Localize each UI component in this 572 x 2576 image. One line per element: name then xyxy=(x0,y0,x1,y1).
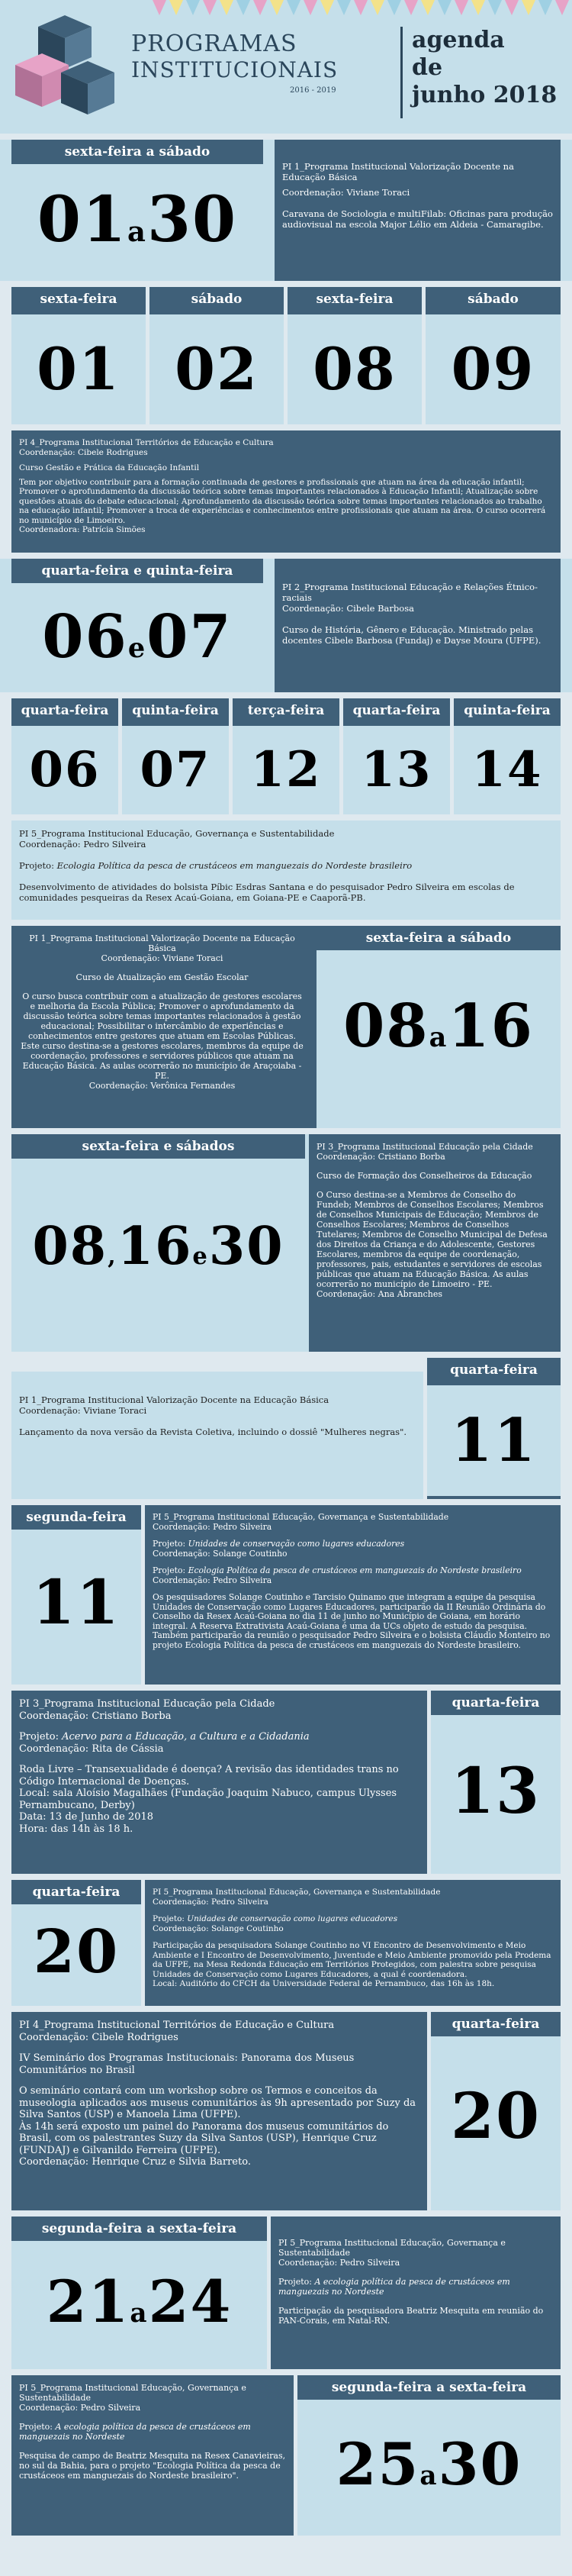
coordination: Coordenação: Cibele Rodrigues xyxy=(19,447,148,457)
date-number: 20 xyxy=(33,1917,120,1987)
description: O seminário contará com um workshop sobre os Termos e conceitos da museologia aplicados aos museus comunitários às 9h apresentado por Suzy da Silva Santos (USP) e Manoela Lima (UFPE). xyxy=(19,2085,416,2120)
coordination: Coordenação: Pedro Silveira xyxy=(153,1521,272,1532)
project: Projeto: A ecologia política da pesca de crustáceos em manguezais no Nordeste xyxy=(19,2422,251,2442)
date: Data: 13 de Junho de 2018 xyxy=(19,1811,154,1823)
program-title: PI 3_Programa Institucional Educação pela Cidade xyxy=(19,1698,275,1710)
day-label: quarta-feira e quinta-feira xyxy=(11,559,263,583)
day-label: sexta-feira a sábado xyxy=(317,926,561,950)
day-label: quarta-feira xyxy=(427,1358,561,1382)
location: Local: sala Aloísio Magalhães (Fundação Joaquim Nabuco, campus Ulysses Pernambucano, Derby) xyxy=(19,1788,397,1811)
dates-row-2 xyxy=(11,698,561,814)
logo-years: 2016 - 2019 xyxy=(290,86,336,95)
date-col xyxy=(426,287,561,424)
date-col xyxy=(288,287,422,424)
date-col xyxy=(11,698,118,814)
description: Desenvolvimento de atividades do bolsista Píbic Esdras Santana e do pesquisador Pedro Silveira em escolas de comunidades pesqueiras da Resex Acaú-Goiana, em Goiana-PE e Caaporã-PB. xyxy=(19,882,515,903)
date-number: 13 xyxy=(343,726,450,814)
description: Lançamento da nova versão da Revista Coletiva, incluindo o dossiê "Mulheres negras". xyxy=(19,1427,407,1437)
day-label: segunda-feira a sexta-feira xyxy=(11,2217,267,2241)
coordination: Coordenação: Solange Coutinho xyxy=(153,1923,284,1933)
date-number: 14 xyxy=(454,726,561,814)
date-number: 11 xyxy=(32,1566,121,1638)
description: Participação da pesquisadora Beatriz Mesquita em reunião do PAN-Corais, em Natal-RN. xyxy=(278,2306,544,2326)
event-25a30 xyxy=(11,2375,561,2536)
program-title: PI 4_Programa Institucional Territórios de Educação e Cultura xyxy=(19,438,274,447)
course-title: Curso de Atualização em Gestão Escolar xyxy=(76,972,249,982)
date-panel xyxy=(11,1880,141,2006)
event-text xyxy=(11,2375,294,2536)
program-title: PI 5_Programa Institucional Educação, Governança e Sustentabilidade xyxy=(153,1888,441,1897)
program-title: PI 5_Programa Institucional Educação, Governança e Sustentabilidade xyxy=(19,828,335,839)
date-number: 07 xyxy=(122,726,229,814)
day-label: segunda-feira a sexta-feira xyxy=(297,2375,561,2400)
coordination: Coordenação: Viviane Toraci xyxy=(19,1405,147,1416)
program-title: PI 5_Programa Institucional Educação, Governança e Sustentabilidade xyxy=(278,2238,506,2258)
coordination: Coordenação: Pedro Silveira xyxy=(19,2403,141,2413)
day-label: quarta-feira xyxy=(431,1691,561,1715)
cubes-logo-icon xyxy=(8,11,122,126)
day-label: sexta-feira xyxy=(288,287,422,311)
project: Projeto: Unidades de conservação como lugares educadores xyxy=(153,1539,405,1549)
event-title: IV Seminário dos Programas Institucionais: Panorama dos Museus Comunitários no Brasil xyxy=(19,2052,355,2076)
date-col xyxy=(233,698,339,814)
event-text xyxy=(11,1691,427,1874)
coordination: Coordenação: Pedro Silveira xyxy=(153,1575,272,1585)
program-title: PI 1_Programa Institucional Valorização Docente na Educação Básica xyxy=(29,933,295,953)
event-20-seminario xyxy=(11,2012,561,2210)
description: Tem por objetivo contribuir para a formação continuada de gestores e profissionais que atuam na área da educação infantil; Promover o aprofundamento da discussão teórica sobre temas importantes relacionados à Educação Infantil; Atualização sobre questões atuais do debate educacional; Aprofundamento da discussão teórica sobre temas importantes relacionados ao trabalho na educação infantil; Promover a troca de experiências e conhecimentos entre profissionais que atuam na área. O curso ocorrerá no município de Limoeiro. xyxy=(19,477,546,525)
date-range: 08,16e30 xyxy=(32,1216,284,1277)
date-panel xyxy=(427,1358,561,1499)
description: Participação da pesquisadora Solange Coutinho no VI Encontro de Desenvolvimento e Meio Ambiente e I Encontro de Desenvolvimento, Juventude e Meio Ambiente promovido pela Prodema da UFPE, na Mesa Redonda Educação em Territórios Protegidos, com palestra sobre pesquisa Unidades de Conservação como Lugares Educadores, a qual é coordenadora. xyxy=(153,1941,551,1979)
date-panel xyxy=(317,926,561,1128)
coordinator: Coordenação: Ana Abranches xyxy=(317,1289,443,1299)
description: Caravana de Sociologia e multiFilab: Oficinas para produção audiovisual na escola Major Lélio em Aldeia - Camaragibe. xyxy=(282,208,553,230)
date-panel xyxy=(11,1505,141,1685)
program-title: PI 2_Programa Institucional Educação e Relações Étnico-raciais xyxy=(282,582,538,603)
day-label: sexta-feira a sábado xyxy=(11,140,263,164)
date-col xyxy=(149,287,284,424)
date-col xyxy=(122,698,229,814)
coordinator: Coordenadora: Patrícia Simões xyxy=(19,525,146,534)
date-range: 25a30 xyxy=(336,2430,522,2498)
coordination: Coordenação: Viviane Toraci xyxy=(282,187,410,198)
event-text-resex xyxy=(11,821,561,920)
time: Hora: das 14h às 18 h. xyxy=(19,1823,133,1835)
program-title: PI 1_Programa Institucional Valorização Docente na Educação Básica xyxy=(19,1394,329,1405)
date-panel xyxy=(11,2217,267,2369)
date-number: 20 xyxy=(450,2080,541,2153)
event-text xyxy=(145,1505,561,1685)
date-number: 11 xyxy=(427,1385,561,1496)
program-title: PI 3_Programa Institucional Educação pela Cidade xyxy=(317,1142,533,1152)
description: O curso busca contribuir com a atualização de gestores escolares e melhoria da Escola Pública; Promover o aprofundamento da discussão teórica sobre temas importantes relacionados à gestão educacional; Possibilitar o intercâmbio de experiências e conhecimentos entre gestores que atuam em Escolas Públicas. Este curso destina-se a gestores escolares, membros da equipe de coordenação, professores e servidores públicos que atuam na Educação Básica. As aulas ocorrerão no município de Araçoiaba - PE. xyxy=(21,991,304,1081)
logo-title-1: PROGRAMAS xyxy=(131,31,297,57)
description: Os pesquisadores Solange Coutinho e Tarcisio Quinamo que integram a equipe da pesquisa Unidades de Conservação como Lugares Educadores, participarão da II Reunião Ordinária do Conselho da Resex Acaú-Goiana no dia 11 de junho no Município de Goiana, em horário integral. A Reserva Extrativista Acaú-Goiana é uma da UCs objeto de estudo da pesquisa. Também participarão da reunião o pesquisador Pedro Silveira e o bolsista Cláudio Monteiro no projeto Ecologia Política da pesca de crustáceos em manguezais do Nordeste brasileiro. xyxy=(153,1592,551,1650)
event-text xyxy=(145,1880,561,2006)
date-number: 13 xyxy=(450,1755,541,1828)
coordination: Coordenação: Rita de Cássia xyxy=(19,1743,164,1755)
day-label: quarta-feira xyxy=(11,698,118,723)
event-06e07 xyxy=(0,559,572,692)
event-text xyxy=(275,559,561,692)
day-label: sexta-feira xyxy=(11,287,146,311)
event-text-limoeiro xyxy=(11,430,561,553)
program-title: PI 5_Programa Institucional Educação, Governança e Sustentabilidade xyxy=(19,2383,246,2403)
date-col xyxy=(11,287,146,424)
description-2: Às 14h será exposto um painel do Panorama dos museus comunitários do Brasil, com os palestrantes Suzy da Silva Santos (USP), Henrique Cruz (FUNDAJ) e Gilvanildo Ferreira (UFPE). xyxy=(19,2120,389,2156)
date-number: 06 xyxy=(11,726,118,814)
header xyxy=(0,0,572,134)
date-number: 08 xyxy=(288,314,422,424)
dates-row-1 xyxy=(11,287,561,424)
description: O Curso destina-se a Membros de Conselho do Fundeb; Membros de Conselhos Escolares; Membros de Conselhos Municipais de Educação; Membros de Conselhos Escolares; Membros de Conselhos Tutelares; Membros de Conselho Municipal de Defesa dos Direitos da Criança e do Adolescente, Gestores Escolares, membros da equipe de coordenação, professores, pais, estudantes e servidores de escolas públicas que atuam na Educação Básica. As aulas ocorrerão no município de Limoeiro - PE. xyxy=(317,1190,548,1289)
agenda-line-3: junho 2018 xyxy=(412,82,558,108)
event-08a16 xyxy=(11,926,561,1128)
project: Projeto: Unidades de conservação como lugares educadores xyxy=(153,1914,398,1923)
date-range: 08a16 xyxy=(343,991,534,1061)
coordination: Coordenação: Pedro Silveira xyxy=(19,839,146,850)
day-label: sexta-feira e sábados xyxy=(11,1134,305,1159)
coordination: Coordenação: Cristiano Borba xyxy=(19,1710,172,1722)
date-number: 09 xyxy=(426,314,561,424)
coordination: Coordenação: Cristiano Borba xyxy=(317,1152,445,1162)
date-range: 06e07 xyxy=(42,602,233,672)
agenda-title xyxy=(412,27,557,109)
day-label: quarta-feira xyxy=(431,2012,561,2036)
coordinator: Coordenação: Henrique Cruz e Silvia Barreto. xyxy=(19,2156,251,2168)
coordination: Coordenação: Cibele Barbosa xyxy=(282,603,414,614)
title-divider xyxy=(400,27,403,118)
location: Local: Auditório do CFCH da Universidade Federal de Pernambuco, das 16h às 18h. xyxy=(153,1979,495,1988)
day-label: quarta-feira xyxy=(11,1880,141,1904)
event-text xyxy=(11,926,313,1103)
event-11-resex xyxy=(11,1505,561,1685)
agenda-line-1: agenda xyxy=(412,27,505,53)
description: Pesquisa de campo de Beatriz Mesquita na Resex Canavieiras, no sul da Bahia, para o projeto "Ecologia Política da pesca de crustáceos em manguezais do Nordeste brasileiro". xyxy=(19,2451,286,2481)
event-title: Roda Livre – Transexualidade é doença? A revisão das identidades trans no Código Internacional de Doenças. xyxy=(19,1764,399,1788)
event-21a24 xyxy=(11,2217,561,2369)
date-number: 01 xyxy=(11,314,146,424)
course-title: Curso de Formação dos Conselheiros da Educação xyxy=(317,1171,532,1181)
day-label: segunda-feira xyxy=(11,1505,141,1530)
coordination: Coordenação: Pedro Silveira xyxy=(278,2258,400,2268)
date-number: 12 xyxy=(233,726,339,814)
agenda-line-2: de xyxy=(412,54,443,81)
date-range: 01a30 xyxy=(11,170,263,281)
date-panel xyxy=(11,1134,305,1352)
program-title: PI 4_Programa Institucional Territórios de Educação e Cultura xyxy=(19,2020,335,2031)
project: Projeto: Acervo para a Educação, a Cultura e a Cidadania xyxy=(19,1731,310,1743)
event-text xyxy=(309,1134,561,1352)
coordination: Coordenação: Cibele Rodrigues xyxy=(19,2031,178,2043)
date-col xyxy=(343,698,450,814)
event-text xyxy=(275,140,561,281)
description: Curso de História, Gênero e Educação. Ministrado pelas docentes Cibele Barbosa (Fundaj) e Dayse Moura (UFPE). xyxy=(282,624,541,646)
event-text xyxy=(11,2012,427,2210)
day-label: quarta-feira xyxy=(343,698,450,723)
event-text xyxy=(11,1372,423,1499)
program-title: PI 1_Programa Institucional Valorização Docente na Educação Básica xyxy=(282,161,514,182)
date-number: 02 xyxy=(149,314,284,424)
coordinator: Coordenação: Verônica Fernandes xyxy=(88,1081,236,1091)
project: Projeto: Ecologia Política da pesca de crustáceos em manguezais do Nordeste brasileiro xyxy=(153,1565,522,1575)
day-label: sábado xyxy=(149,287,284,311)
coordination: Coordenação: Solange Coutinho xyxy=(153,1548,288,1559)
event-13-roda xyxy=(11,1691,561,1874)
project: Projeto: Ecologia Política da pesca de crustáceos em manguezais do Nordeste brasileiro xyxy=(19,860,413,871)
date-panel xyxy=(431,1691,561,1874)
date-col xyxy=(454,698,561,814)
day-label: quinta-feira xyxy=(454,698,561,723)
logo-title-2: INSTITUCIONAIS xyxy=(131,57,339,82)
date-range: 21a24 xyxy=(46,2268,233,2336)
coordination: Coordenação: Pedro Silveira xyxy=(153,1897,268,1907)
day-label: sábado xyxy=(426,287,561,311)
day-label: quinta-feira xyxy=(122,698,229,723)
course-title: Curso Gestão e Prática da Educação Infantil xyxy=(19,463,200,472)
event-text xyxy=(271,2217,561,2369)
date-panel xyxy=(431,2012,561,2210)
day-label: terça-feira xyxy=(233,698,339,723)
date-panel xyxy=(297,2375,561,2536)
event-11-revista xyxy=(11,1358,561,1499)
event-01a30 xyxy=(0,140,572,281)
program-title: PI 5_Programa Institucional Educação, Governança e Sustentabilidade xyxy=(153,1512,449,1522)
event-08-16e30 xyxy=(11,1134,561,1352)
project: Projeto: A ecologia política da pesca de crustáceos em manguezais no Nordeste xyxy=(278,2277,510,2297)
event-20-prodema xyxy=(11,1880,561,2006)
coordination: Coordenação: Viviane Toraci xyxy=(101,953,223,963)
